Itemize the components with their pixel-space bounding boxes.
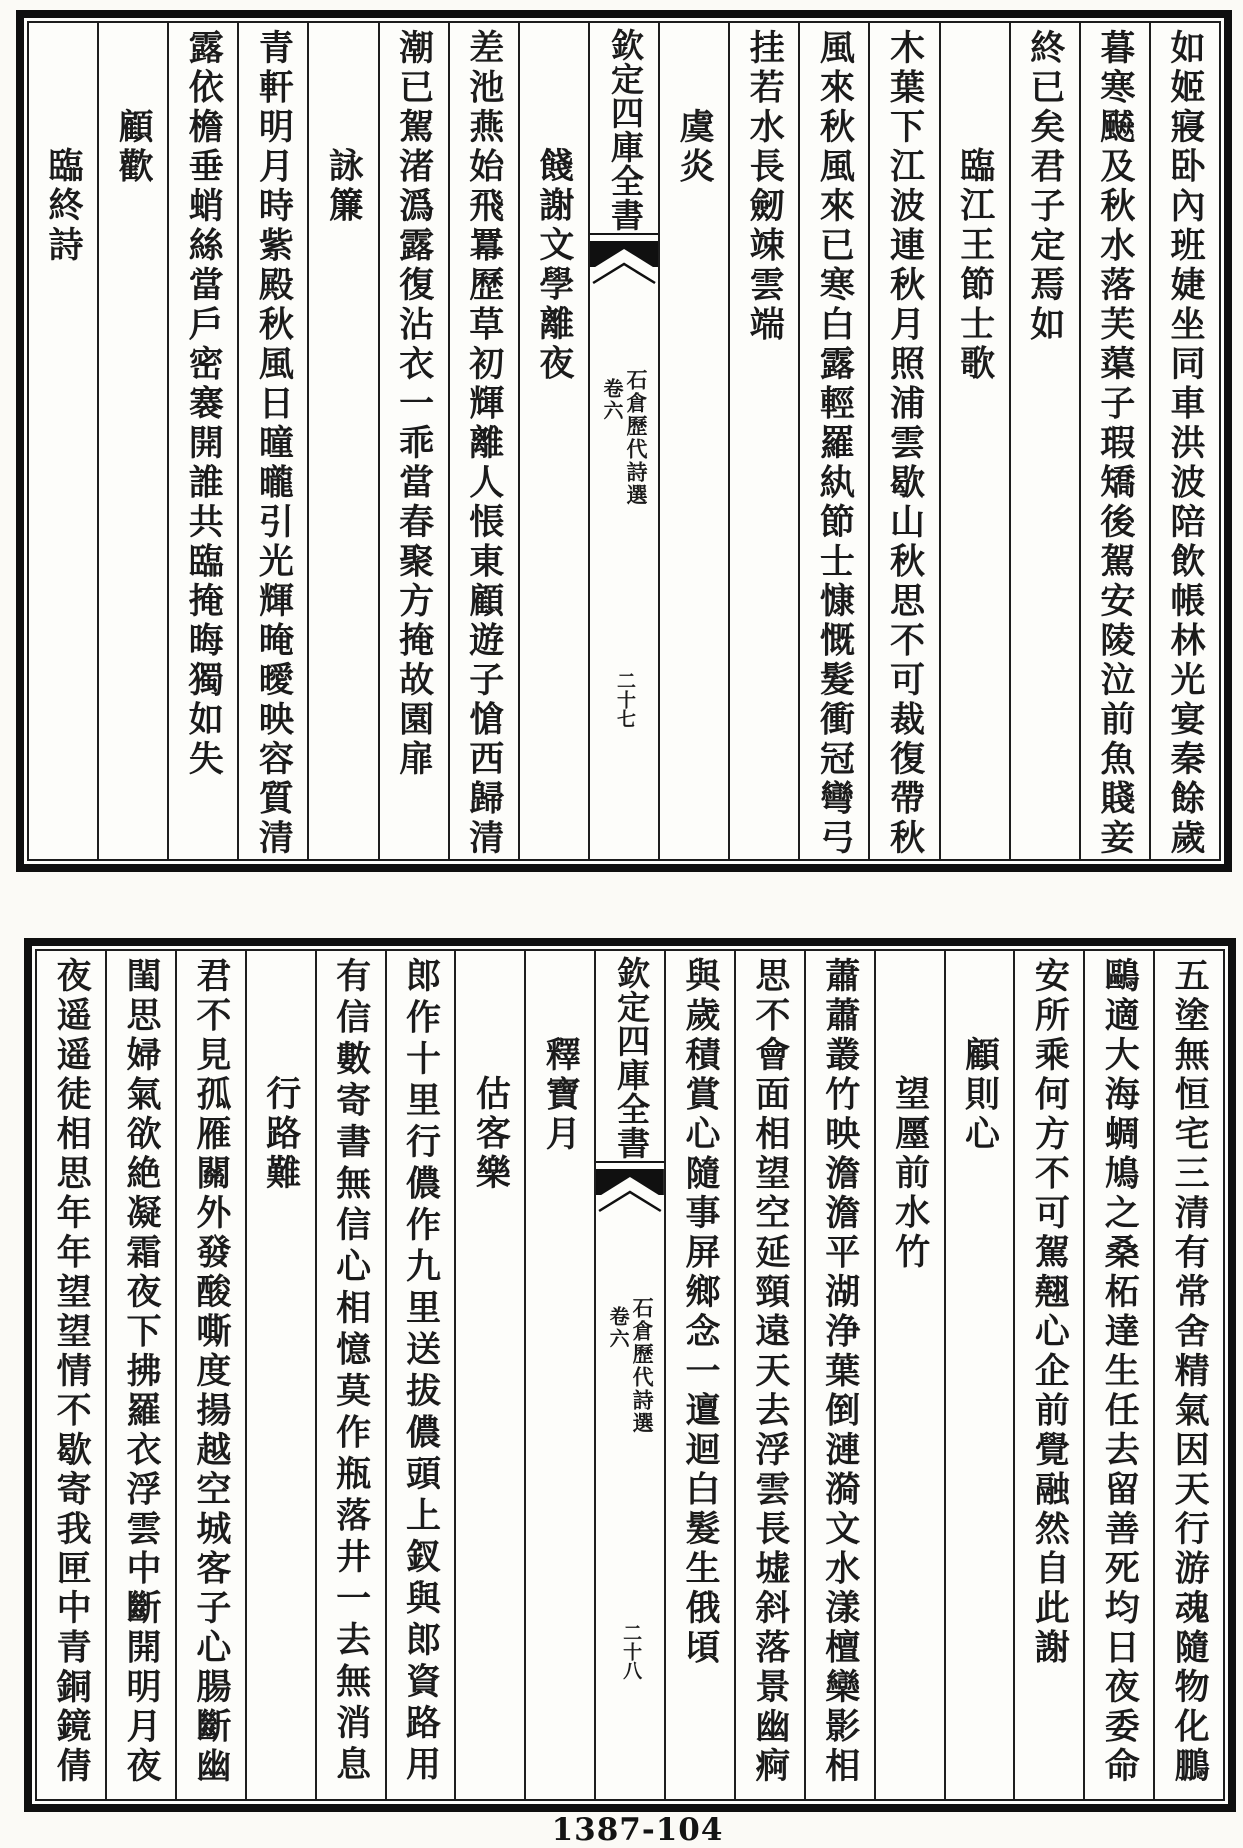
verse-column: [804, 951, 874, 1799]
upper-page-block: [16, 10, 1232, 872]
verse-column: [37, 951, 105, 1799]
verse-column: [378, 23, 448, 859]
poem-title: 詠簾: [324, 147, 364, 226]
column-text: 青軒明月時紫殿秋風日曈曨引光輝晻曖映容質清: [254, 29, 294, 859]
column-text: 木葉下江波連秋月照浦雲歇山秋思不可裁復帶秋: [885, 29, 925, 859]
poet-name-column: [944, 951, 1014, 1799]
verse-column: [448, 23, 518, 859]
folio-number: [596, 1623, 664, 1680]
poem-title-column: [874, 951, 944, 1799]
fishtail-icon: [596, 1169, 664, 1227]
column-text: 終已矣君子定焉如: [1025, 29, 1065, 345]
poem-title: 行路難: [261, 1075, 301, 1194]
book-title: 欽定四庫全書: [605, 28, 642, 232]
folio-number: [590, 671, 658, 728]
poet-name: 顧則心: [960, 1036, 1000, 1155]
verse-column: [167, 23, 237, 859]
juan-label: 卷六: [599, 378, 622, 422]
poet-name: 虞炎: [675, 108, 715, 187]
page-number: 1387-104: [551, 1812, 724, 1848]
verse-column: [868, 23, 938, 859]
column-text: 風來秋風來已寒白露輕羅紈節士慷慨髮衝冠彎弓: [815, 29, 855, 859]
poem-title-column: [29, 23, 97, 859]
column-text: 差池燕始飛羃歷草初輝離人悵東顧遊子愴西歸清: [464, 29, 504, 859]
verse-column: [1083, 951, 1153, 1799]
column-text: 潮已駕渚潙露復沾衣一乖當春聚方掩故園扉: [394, 29, 434, 780]
upper-page-frame: [27, 21, 1221, 861]
column-text: 安所乘何方不可駕翹心企前覺融然自此謝: [1030, 957, 1070, 1668]
verse-column: [175, 951, 245, 1799]
column-text: 閨思婦氣欲絶凝霜夜下拂羅衣浮雲中斷開明月夜: [121, 957, 161, 1787]
banxin-series: [590, 369, 658, 507]
column-text: 鷗適大海蜩鳩之桑柘達生任去留善死均日夜委命: [1100, 957, 1140, 1787]
lower-page-block: [24, 938, 1236, 1812]
poem-title-column: [307, 23, 377, 859]
banxin-book-title-box: [590, 23, 658, 235]
poem-title-column: [518, 23, 588, 859]
lower-page-frame: [35, 949, 1225, 1801]
poem-title-column: [454, 951, 524, 1799]
column-text: 有信數寄書無信心相憶莫作瓶落井一去無消息: [331, 957, 371, 1787]
poem-title: 望㕓前水竹: [890, 1075, 930, 1273]
series-title: 石倉歷代詩選: [623, 369, 648, 507]
poem-title: 估客樂: [471, 1075, 511, 1194]
book-title: 欽定四庫全書: [612, 956, 649, 1160]
banxin-book-title-box: [596, 951, 664, 1163]
poem-title: 餞謝文學離夜: [534, 147, 574, 384]
poet-name-column: [97, 23, 167, 859]
verse-column: [105, 951, 175, 1799]
column-text: 蕭蕭叢竹映澹澹平湖浄葉倒漣漪文水漾檀欒影相: [820, 957, 860, 1787]
banxin-column: [594, 951, 664, 1799]
folio-text: 二十七: [613, 671, 635, 728]
verse-column: [1009, 23, 1079, 859]
verse-column: [1153, 951, 1223, 1799]
poet-name: 顧歡: [114, 108, 154, 187]
banxin-column: [588, 23, 658, 859]
column-text: 思不會面相望空延頸遠天去浮雲長墟斜落景幽痾: [750, 957, 790, 1787]
column-text: 與歲積賞心隨事屏鄉念一邅迴白髮生俄頃: [680, 957, 720, 1668]
column-text: 如姬寢卧內班婕坐同車洪波陪飲帳林光宴秦餘歲: [1165, 29, 1205, 859]
poem-title: 臨江王節士歌: [955, 147, 995, 384]
verse-column: [1079, 23, 1149, 859]
column-text: 挂若水長劒竦雲端: [745, 29, 785, 345]
verse-column: [315, 951, 385, 1799]
verse-column: [798, 23, 868, 859]
juan-label: 卷六: [606, 1306, 629, 1350]
verse-column: [1149, 23, 1219, 859]
column-text: 君不見孤雁關外發酸嘶度揚越空城客子心腸斷幽: [191, 957, 231, 1787]
poem-title: 臨終詩: [43, 147, 83, 266]
column-text: 暮寒飇及秋水落芙蕖子瑕矯後駕安陵泣前魚賤妾: [1095, 29, 1135, 859]
verse-column: [237, 23, 307, 859]
poem-title-column: [245, 951, 315, 1799]
poet-name-column: [524, 951, 594, 1799]
column-text: 夜遥遥徒相思年年望望情不歇寄我匣中青銅鏡倩: [52, 957, 92, 1787]
fishtail-icon: [590, 241, 658, 299]
poem-title-column: [939, 23, 1009, 859]
column-text: 五塗無恒宅三清有常舍精氣因天行游魂隨物化鵬: [1170, 957, 1210, 1787]
series-title: 石倉歷代詩選: [630, 1297, 655, 1435]
poet-name: 釋寶月: [541, 1036, 581, 1155]
folio-text: 二十八: [620, 1623, 642, 1680]
banxin-series: [596, 1297, 664, 1435]
verse-column: [385, 951, 455, 1799]
poet-name-column: [658, 23, 728, 859]
column-text: 露依檐垂蛸絲當戶密褰開誰共臨掩晦獨如失: [184, 29, 224, 780]
verse-column: [728, 23, 798, 859]
verse-column: [734, 951, 804, 1799]
verse-column: [664, 951, 734, 1799]
column-text: 郎作十里行儂作九里送拔儂頭上釵與郎資路用: [401, 957, 441, 1787]
verse-column: [1013, 951, 1083, 1799]
